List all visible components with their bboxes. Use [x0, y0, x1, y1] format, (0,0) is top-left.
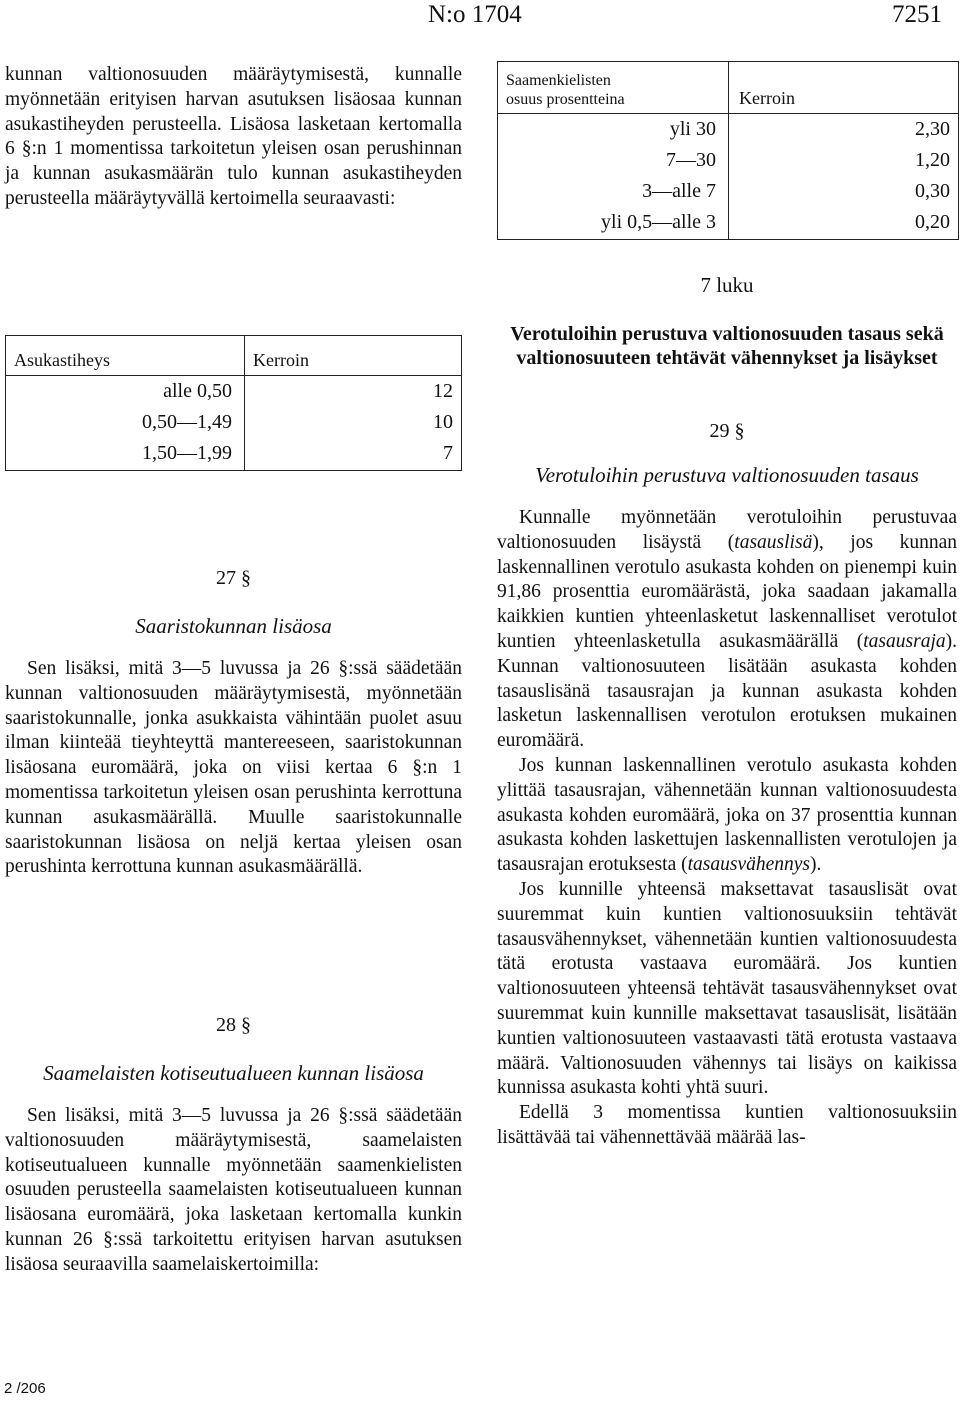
section-number: 28 §: [216, 1014, 251, 1036]
table-row: [6, 376, 462, 407]
share-range: yli 0,5—alle 3: [498, 207, 729, 240]
section-paragraph: Sen lisäksi, mitä 3—5 luvussa ja 26 §:ssä säädetään kunnan valtionosuuden määräytymisestä, myönnetään saaristokunnalle, jonka asukkaista vähintään puolet asuu ilman kiinteää tieyhteyttä mantereeseen, saaristokunnan lisäosana euromäärä, joka on viisi kertaa 6 §:n 1 momentissa tarkoitetun yleisen osan perushinta kerrottuna kunnan asukasmäärällä. Muulle saaristokunnalle saaristokunnan lisäosa on neljä kertaa yleisen osan perushinta kerrottuna kunnan asukasmäärällä.: [5, 658, 462, 878]
header-line: osuus prosentteina: [506, 91, 625, 108]
table-header-share: [498, 62, 729, 114]
share-range: 3—alle 7: [498, 176, 729, 207]
sami-factor-table: [497, 61, 959, 240]
factor-value: 2,30: [729, 114, 959, 145]
share-range: yli 30: [498, 114, 729, 145]
section-paragraph: Sen lisäksi, mitä 3—5 luvussa ja 26 §:ssä säädetään valtionosuuden määräytymisestä, saamelaisten kotiseutualueen kunnalle myönnetään saamenkielisten osuuden perusteella saamelaisten kotiseutualueen kunnan lisäosana euromäärä, joka lasketaan kertomalla kunkin kunnan 26 §:ssä tarkoitettu erityisen harvan asutuksen lisäosa seuraavilla saamelaiskertoimilla:: [5, 1105, 462, 1275]
density-range: 1,50—1,99: [6, 438, 245, 471]
table-header-factor: Kerroin: [245, 336, 462, 376]
text-run: ).: [810, 854, 822, 876]
section-number: 29 §: [709, 420, 745, 442]
table-row: [6, 407, 462, 438]
section-title: Verotuloihin perustuva valtionosuuden tasaus: [535, 463, 919, 487]
section-29: [497, 418, 957, 1151]
text-run: Jos kunnan laskennallinen verotulo asukasta kohden ylittää tasausrajan, vähennetään kunnan valtionosuudesta asukasta kohden euromäärä, joka on 37 prosenttia kunnan asukasta kohden laskettujen laskennallisten verotulojen ja tasausrajan erotuksesta (: [497, 754, 957, 876]
section-paragraph: Jos kunnille yhteensä maksettavat tasauslisät ovat suuremmat kuin kuntien valtionosuuksiin tehtävät tasausvähennykset, vähennetään kuntien valtionosuudesta tätä erotusta vastaava euromäärä. Jos kuntien valtionosuuteen yhteensä tehtävät tasausvähennykset ovat suuremmat kuin kunnille maksettavat tasauslisät, lisätään kuntien valtionosuuteen vastaavasti tätä erotusta vastaava määrä. Valtionosuuden vähennys tai lisäys on kaikissa kunnissa asukasta kohti yhtä suuri.: [497, 878, 957, 1099]
table-row: [6, 438, 462, 471]
table-row: [498, 114, 959, 145]
page-number: 7251: [892, 1, 942, 28]
factor-value: 7: [245, 438, 462, 471]
section-paragraph: Edellä 3 momentissa kuntien valtionosuuksiin lisättävää tai vähennettävää määrää las-: [497, 1102, 957, 1148]
header-line: Saamenkielisten: [506, 72, 611, 89]
chapter-7: [497, 272, 957, 370]
factor-value: 12: [245, 376, 462, 407]
factor-value: 0,30: [729, 176, 959, 207]
text-run: Kunnalle myönnetään verotuloihin perustuvaa valtionosuuden lisäystä (: [497, 507, 957, 553]
text-run: ), jos kunnan laskennallinen verotulo asukasta kohden on pienempi kuin 91,86 prosenttia euromäärästä, joka saadaan jakamalla kaikkien kuntien yhteenlasketut laskennalliset verotulot kuntien yhteenlasketulla asukasmäärällä (: [497, 531, 958, 652]
factor-value: 0,20: [729, 207, 959, 240]
table-row: [498, 176, 959, 207]
left-column-intro: [5, 63, 462, 212]
section-paragraph: [497, 506, 957, 754]
defined-term: tasauslisä: [734, 531, 813, 553]
table-header-factor: Kerroin: [729, 62, 959, 114]
density-range: alle 0,50: [6, 376, 245, 407]
chapter-title: Verotuloihin perustuva valtionosuuden tasaus sekä valtionosuuteen tehtävät vähennykset ja lisäykset: [510, 323, 944, 369]
footer-page-ref: 2 /206: [4, 1380, 46, 1397]
intro-paragraph: kunnan valtionosuuden määräytymisestä, kunnalle myönnetään erityisen harvan asutuksen lisäosaa kunnan asukastiheyden perusteella. Lisäosa lasketaan kertomalla 6 §:n 1 momentissa tarkoitetun yleisen osan perushinnan ja kunnan asukasmäärän tulo kunnan asukastiheyden perusteella määräytyvällä kertoimella seuraavasti:: [5, 64, 462, 209]
section-28: [5, 1012, 462, 1278]
factor-value: 1,20: [729, 145, 959, 176]
table-row: [498, 207, 959, 240]
defined-term: tasausvähennys: [687, 854, 810, 876]
section-title: Saaristokunnan lisäosa: [135, 614, 332, 638]
text-run: ). Kunnan valtionosuuteen lisätään asukasta kohden tasauslisänä tasausrajan ja kunnan asukasta kohden lasketun laskennallisen verotulon erotuksen mukainen euromäärä.: [497, 630, 957, 752]
table-row: [498, 145, 959, 176]
density-factor-table: [5, 335, 462, 471]
act-number: N:o 1704: [428, 1, 522, 28]
table-header-density: Asukastiheys: [6, 336, 245, 376]
section-paragraph: [497, 754, 957, 878]
section-27: [5, 565, 462, 880]
density-range: 0,50—1,49: [6, 407, 245, 438]
chapter-number: 7 luku: [700, 273, 754, 297]
section-number: 27 §: [216, 567, 251, 589]
defined-term: tasausraja: [863, 630, 946, 652]
section-title: Saamelaisten kotiseutualueen kunnan lisäosa: [43, 1061, 424, 1085]
share-range: 7—30: [498, 145, 729, 176]
factor-value: 10: [245, 407, 462, 438]
